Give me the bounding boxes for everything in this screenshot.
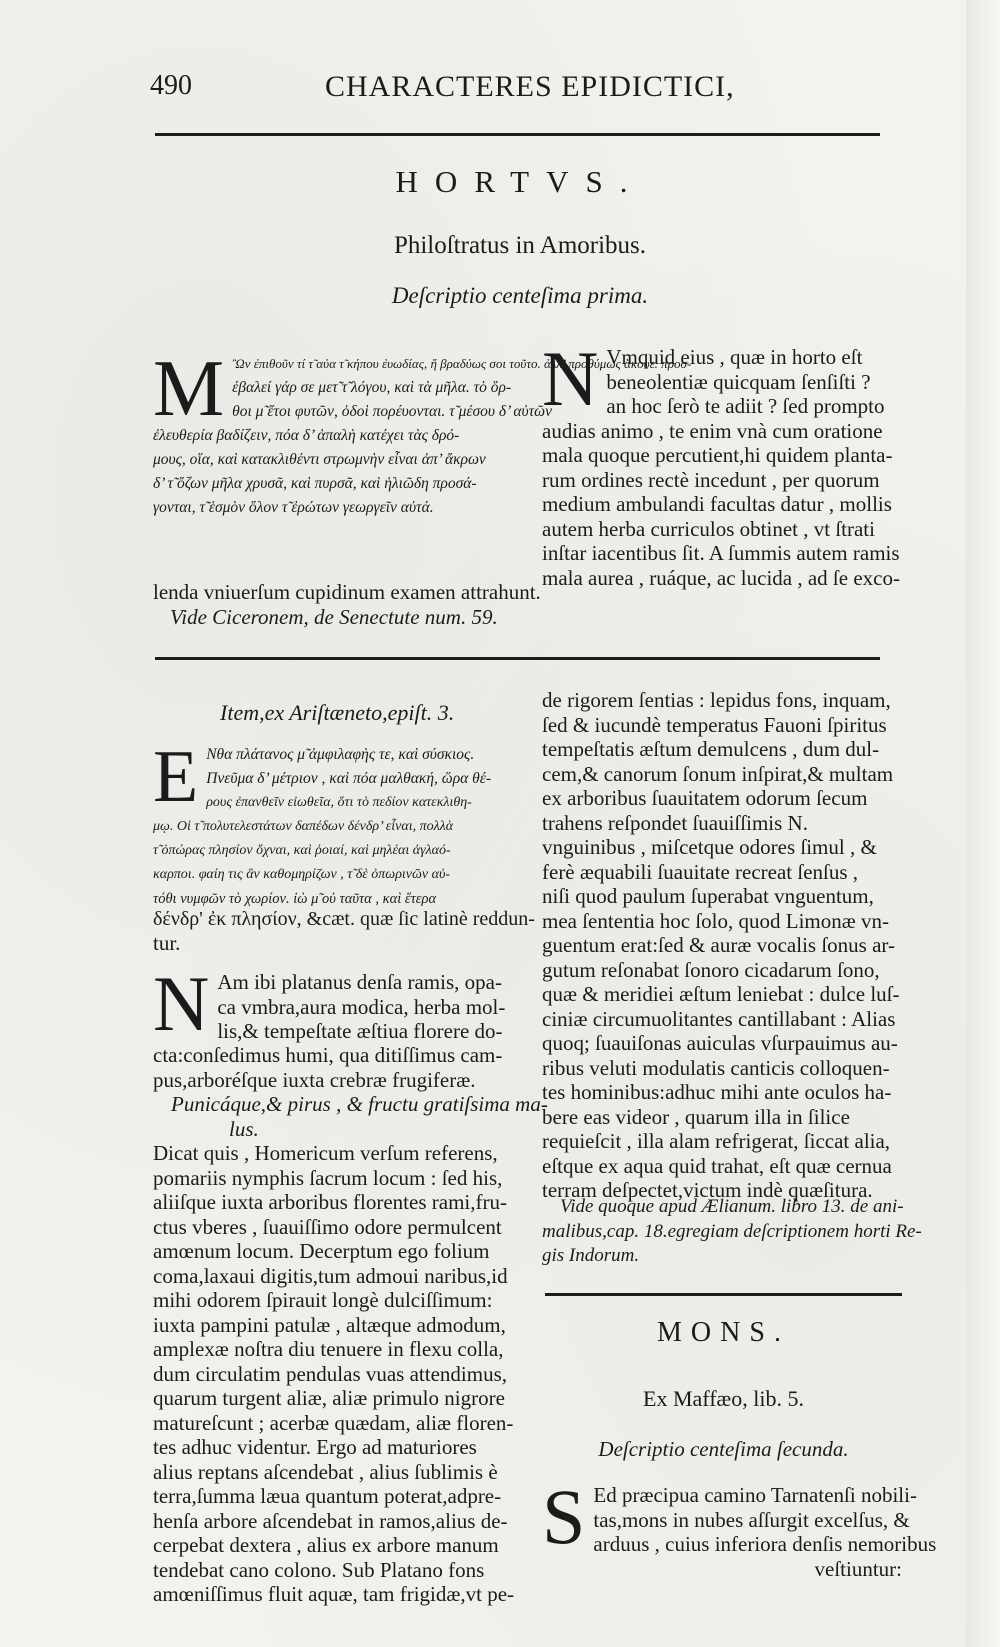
greek-line: μους, οἵα, καὶ κατακλιθέντι στρωμνὴν εἶναι ἀπ’ ἄκρων	[153, 451, 486, 468]
text-line: tes hominibus:adhuc mihi ante oculos ha-	[542, 1080, 892, 1104]
text-line: tempeſtatis æſtum demulcens , dum dul-	[542, 737, 880, 761]
text-line: aliiſque iuxta arboribus florentes rami,fru-	[153, 1190, 507, 1214]
latin-line: audias animo , te enim vnà cum oratione	[542, 418, 883, 443]
latin-line: an hoc ſerò te adiit ? ſed prompto	[606, 394, 885, 418]
section3-source: Ex Maffæo, lib. 5.	[643, 1386, 804, 1411]
text-line: amœniſſimus fluit aquæ, tam frigidæ,vt pe-	[153, 1582, 515, 1606]
greek-line: μῳ. Οἱ τ̃ πολυτελεστάτων δαπέδων δένδρ’ εἶναι, πολλὰ	[153, 819, 454, 834]
text-line: mihi odorem ſpirauit longè dulciſſimum:	[153, 1288, 493, 1312]
section1-description: Deſcriptio centeſima prima.	[391, 283, 649, 308]
text-line: henſa arbore aſcendebat in ramos,alius de-	[153, 1508, 508, 1533]
greek-line: Νθα πλάτανος μ̃ ἀμφιλαφὴς τε, καὶ σύσκιος.	[206, 746, 475, 763]
text-line: lus.	[229, 1116, 259, 1141]
greek-line: ἐλευθερία βαδίζειν, πόα δ’ ἁπαλὴ κατέχει τὰς δρό-	[153, 427, 460, 444]
text-line: arduus , cuius inferiora denſis nemoribus	[593, 1532, 937, 1556]
latin-line: mala aurea , ruáque, ac lucida , ad ſe exco-	[542, 565, 900, 590]
section3-description: Deſcriptio centeſima ſecunda.	[598, 1437, 849, 1461]
section1-continuation: lenda vniuerſum cupidinum examen attrahunt.	[153, 580, 541, 604]
greek-line: καρποι. φαίη τις ἂν καθομηρίζων , τ̃ δὲ ὀπωρινῶν αὐ-	[153, 867, 451, 882]
latin-line: lis,& tempeſtate æſtiua florere do-	[217, 1019, 503, 1043]
latin-line: autem herba curriculos obtinet , vt ſtrati	[542, 516, 875, 541]
latin-line: inſtar iacentibus ſit. A ſummis autem ramis	[542, 541, 900, 565]
section-title-hortus: HORTVS.	[395, 164, 645, 199]
text-line: quæ & meridiei æſtum leniebat : dulce luſ-	[542, 982, 900, 1006]
text-line: terram deſpectet,victum indè quæſitura.	[542, 1178, 873, 1202]
section1-author: Philoſtratus in Amoribus.	[393, 232, 647, 259]
text-line: amplexæ noſtra diu tenuere in flexu colla,	[153, 1337, 504, 1361]
section-rule	[155, 657, 880, 660]
latin-line: rum ordines rectè incedunt , per quorum	[542, 467, 880, 492]
reference-line: gis Indorum.	[542, 1245, 640, 1266]
text-line: ciniæ circumuolitantes cantillabant : Alias	[542, 1006, 896, 1031]
text-line: tendebat cano colono. Sub Platano fons	[153, 1557, 485, 1582]
latin-dropcap: S	[542, 1473, 586, 1560]
greek-line: θοι μ̃ ἔτοι φυτῶν, ὁδοὶ πορέυονται. τ̃ μέσου δ’ αὐτῶν	[232, 403, 553, 420]
text-line: pomariis nymphis ſacrum locum : ſed his,	[153, 1165, 503, 1190]
section3-title: MONS.	[657, 1317, 790, 1348]
text-line: de rigorem ſentias : lepidus fons, inquam,	[542, 688, 891, 712]
section3-text	[542, 1473, 937, 1581]
text-line: matureſcunt ; acerbæ quædam, aliæ floren-	[153, 1410, 514, 1435]
text-line: requieſcit , illa alam refrigerat, ſiccat alia,	[542, 1129, 891, 1153]
text-line: iuxta pampini patulæ , altæque admodum,	[153, 1312, 506, 1337]
text-line: tas,mons in nubes aſſurgit excelſus, &	[593, 1507, 910, 1532]
text-line: ſed & iucundè temperatus Fauoni ſpiritus	[542, 712, 887, 737]
section1-greek-text	[153, 345, 692, 520]
text-line: ribus veluti modulatis canticis colloquen-	[542, 1055, 890, 1080]
section1-latin-text	[542, 335, 907, 590]
greek-line: Ὢν ἐπιθοῦν τί τ̃ αὐα τ̃ κήπου ἐυωδίας, ἤ βραδύως σοι τοῦτο. ἀλλ’ προθύμως ἄκουε. προσ-	[232, 356, 692, 371]
text-line: tes adhuc videntur. Ergo ad maturiores	[153, 1435, 477, 1459]
text-line: Ed præcipua camino Tarnatenſi nobili-	[593, 1483, 917, 1507]
section2-greek-mixed-end: tur.	[153, 931, 181, 955]
section1-reference: Vide Ciceronem, de Senectute num. 59.	[170, 605, 498, 629]
text-line: ferè æquabili ſuauitate recreat ſenſus ,	[542, 859, 859, 884]
section2-latin-dropcap-block	[153, 960, 523, 1047]
text-line: guentum erat:ſed & auræ vocalis ſonus ar-	[542, 933, 895, 957]
text-line: pus,arboréſque iuxta crebræ frugiferæ.	[153, 1067, 476, 1092]
latin-dropcap: N	[542, 335, 599, 422]
text-line: trahens reſpondet ſuauiſſimis N.	[542, 810, 808, 835]
greek-dropcap: M	[153, 345, 225, 433]
text-line: amœnum locum. Decerptum ego folium	[153, 1239, 490, 1263]
latin-line: Am ibi platanus denſa ramis, opa-	[217, 970, 502, 994]
greek-line: γονται, τ̃ ἑσμὸν ὅλον τ̃ ἐρώτων γεωργεῖν αὐτά.	[153, 499, 434, 516]
section2-right-column	[542, 688, 912, 1203]
greek-line: Πνεῦμα δ’ μέτριον , καὶ πόα μαλθακή, ὥρα θέ-	[206, 770, 492, 787]
greek-line: τόθι νυμφῶν τὸ χωρίον. ἰὼ μ̃ οὐ ταῦτα , καὶ ἕτερα	[153, 891, 437, 907]
text-line: mea ſententia hoc ſolo, quod Limonæ vn-	[542, 908, 890, 933]
running-title: CHARACTERES EPIDICTICI,	[325, 70, 735, 103]
text-line: cerpebat dextera , alius ex arbore manum	[153, 1533, 499, 1557]
section2-reference	[542, 1195, 922, 1269]
reference-line: Vide quoque apud Ælianum. libro 13. de ani-	[560, 1196, 904, 1217]
greek-line: έβαλεί γάρ σε μετ̃ τ̃ λόγου, καὶ τὰ μῆλα. τὸ ὅρ-	[232, 379, 512, 396]
text-line: ex arboribus ſuauitatem odorum ſecum	[542, 786, 868, 810]
text-line: alius reptans aſcendebat , alius ſublimis è	[153, 1459, 498, 1484]
text-line: gutum reſonabat ſonoro cicadarum ſono,	[542, 957, 880, 982]
text-line: terra,ſumma læua quantum poterat,adpre-	[153, 1484, 502, 1508]
text-line: veſtiuntur:	[814, 1556, 902, 1581]
latin-dropcap: N	[153, 960, 210, 1047]
text-line: cem,& canorum ſonum inſpirat,& multam	[542, 761, 894, 786]
latin-line: medium ambulandi facultas datur , mollis	[542, 492, 892, 516]
section2-greek-text	[153, 736, 523, 911]
running-head	[150, 70, 890, 110]
latin-line: mala quoque percutient,hi quidem planta-	[542, 443, 893, 467]
section2-heading: Item,ex Ariſtæneto,epiſt. 3.	[220, 700, 455, 725]
greek-line: ρους ἐπανθεῖν εἰωθεῖα, ὅτι τὸ πεδίον κατεκλιθη-	[206, 795, 472, 810]
text-line: ctus vberes , ſuauiſſimo odore permulcent	[153, 1214, 502, 1239]
latin-line: ca vmbra,aura modica, herba mol-	[217, 994, 506, 1019]
header-rule	[155, 133, 880, 136]
text-line: vnguinibus , miſcetque odores ſimul , &	[542, 835, 877, 859]
text-line: Punicáque,& pirus , & fructu gratiſsima ma-	[171, 1092, 548, 1116]
text-line: quarum turgent aliæ, aliæ primulo nigrore	[153, 1386, 505, 1410]
greek-line: τ̃ ὀπώρας πλησίον ὄχναι, καὶ ῥοιαί, καὶ μηλέαι ἀγλαό-	[153, 843, 451, 858]
greek-dropcap: E	[153, 736, 199, 818]
section-rule	[545, 1293, 902, 1296]
text-line: Dicat quis , Homericum verſum referens,	[153, 1141, 498, 1165]
section2-left-column	[153, 1043, 548, 1607]
text-line: niſi quod paulum ſuperabat vnguentum,	[542, 884, 874, 908]
text-line: eſtque ex aqua quid trahat, eſt quæ cernua	[542, 1153, 892, 1178]
page-edge-shadow	[966, 0, 1000, 1647]
greek-line: δ’ τ̃ ὄζων μῆλα χρυσᾶ, καὶ πυρσᾶ, καὶ ἡλιῶδη προσά-	[153, 475, 477, 492]
text-line: bere eas videor , quarum illa in ſilice	[542, 1104, 850, 1129]
text-line: coma,laxaui digitis,tum admoui naribus,id	[153, 1263, 508, 1288]
text-line: quoq; ſuauiſonas auiculas vſurpauimus au-	[542, 1031, 898, 1055]
text-line: dum circulatim pendulas vuas attendimus,	[153, 1361, 508, 1386]
latin-line: beneolentiæ quicquam ſenſiſti ?	[606, 369, 871, 394]
section2-greek-mixed-line: δένδρ' ἐκ πλησίον, &cæt. quæ ſic latinè reddun-	[153, 908, 535, 930]
latin-line: Vmquid eius , quæ in horto eſt	[606, 345, 863, 369]
page-number: 490	[150, 70, 192, 101]
reference-line: malibus,cap. 18.egregiam deſcriptionem horti Re-	[542, 1220, 922, 1242]
text-line: cta:conſedimus humi, qua ditiſſimus cam-	[153, 1043, 503, 1067]
